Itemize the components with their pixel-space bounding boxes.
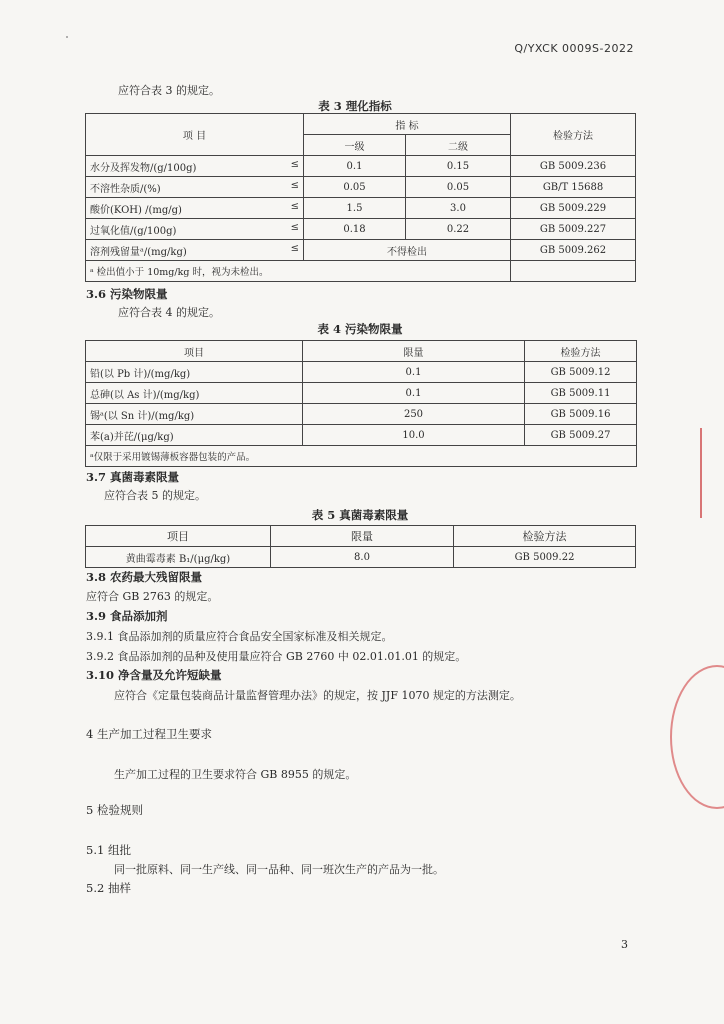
section-3-6-heading: 3.6 污染物限量 xyxy=(86,287,168,301)
table4-limit-cell: 0.1 xyxy=(303,362,525,383)
table3-grade1-cell: 0.05 xyxy=(304,177,406,198)
table3-method-cell: GB 5009.227 xyxy=(511,219,636,240)
table3-grade2-cell: 3.0 xyxy=(406,198,511,219)
section-3-8-heading: 3.8 农药最大残留限量 xyxy=(86,570,203,584)
table-row xyxy=(86,362,637,383)
table3-caption: 表 3 理化指标 xyxy=(318,99,392,113)
table-row xyxy=(86,425,637,446)
table3-item-cell: 不溶性杂质/(%) ≤ xyxy=(86,177,304,198)
table3-header-item: 项 目 xyxy=(86,114,304,156)
table4-item-cell: 锡ᵃ(以 Sn 计)/(mg/kg) xyxy=(86,404,303,425)
table3-solvent-value: 不得检出 xyxy=(304,240,511,261)
table4-caption: 表 4 污染物限量 xyxy=(317,322,403,336)
table-row xyxy=(86,547,636,568)
table4-item-cell: 铅(以 Pb 计)/(mg/kg) xyxy=(86,362,303,383)
table5-mycotoxins xyxy=(85,525,636,568)
section-3-9-heading: 3.9 食品添加剂 xyxy=(86,609,168,623)
table-row xyxy=(86,156,636,177)
seal-stamp-partial-bottom xyxy=(670,665,724,809)
table4-header-limit: 限量 xyxy=(303,341,525,362)
table5-header-method: 检验方法 xyxy=(454,526,636,547)
table4-limit-cell: 10.0 xyxy=(303,425,525,446)
section-5-heading: 5 检验规则 xyxy=(86,803,143,817)
table-row xyxy=(86,198,636,219)
table5-header-limit: 限量 xyxy=(271,526,454,547)
table3-item-cell: 水分及挥发物/(g/100g) ≤ xyxy=(86,156,304,177)
table3-item-cell: 过氧化值/(g/100g) ≤ xyxy=(86,219,304,240)
table4-contaminants xyxy=(85,340,637,467)
table4-method-cell: GB 5009.16 xyxy=(525,404,637,425)
section-4-text: 生产加工过程的卫生要求符合 GB 8955 的规定。 xyxy=(114,768,357,781)
table5-caption: 表 5 真菌毒素限量 xyxy=(311,508,409,522)
section-5-2-heading: 5.2 抽样 xyxy=(86,881,131,895)
section-3-10-text: 应符合《定量包装商品计量监督管理办法》的规定，按 JJF 1070 规定的方法测定。 xyxy=(114,689,521,702)
table3-grade1-cell: 0.18 xyxy=(304,219,406,240)
section-5-1-text: 同一批原料、同一生产线、同一品种、同一班次生产的产品为一批。 xyxy=(114,863,444,876)
section-3-6-text: 应符合表 4 的规定。 xyxy=(118,306,220,319)
table3-physicochemical xyxy=(85,113,636,282)
table3-header-index: 指 标 xyxy=(304,114,511,135)
table-row xyxy=(86,404,637,425)
section-3-7-text: 应符合表 5 的规定。 xyxy=(104,489,206,502)
table4-header-item: 项目 xyxy=(86,341,303,362)
section-3-8-text: 应符合 GB 2763 的规定。 xyxy=(86,590,219,603)
table4-header-method: 检验方法 xyxy=(525,341,637,362)
table4-method-cell: GB 5009.27 xyxy=(525,425,637,446)
table4-method-cell: GB 5009.12 xyxy=(525,362,637,383)
table-row xyxy=(86,383,637,404)
table3-grade1-cell: 1.5 xyxy=(304,198,406,219)
table3-grade2-cell: 0.15 xyxy=(406,156,511,177)
table3-grade2-cell: 0.22 xyxy=(406,219,511,240)
table3-item-cell: 溶剂残留量ᵃ/(mg/kg) ≤ xyxy=(86,240,304,261)
table5-limit-cell: 8.0 xyxy=(271,547,454,568)
table3-footnote: ᵃ 检出值小于 10mg/kg 时，视为未检出。 xyxy=(86,261,511,282)
table4-item-cell: 总砷(以 As 计)/(mg/kg) xyxy=(86,383,303,404)
table3-method-cell: GB/T 15688 xyxy=(511,177,636,198)
table4-limit-cell: 250 xyxy=(303,404,525,425)
table3-header-grade1: 一级 xyxy=(304,135,406,156)
table3-header-grade2: 二级 xyxy=(406,135,511,156)
section-5-1-heading: 5.1 组批 xyxy=(86,843,131,857)
page-number: 3 xyxy=(621,938,628,951)
table3-footnote-blank xyxy=(511,261,636,282)
table-row xyxy=(86,240,636,261)
table-row xyxy=(86,177,636,198)
table3-method-cell: GB 5009.262 xyxy=(511,240,636,261)
table3-grade2-cell: 0.05 xyxy=(406,177,511,198)
section-3-9-2-text: 3.9.2 食品添加剂的品种及使用量应符合 GB 2760 中 02.01.01.01 的规定。 xyxy=(86,650,467,663)
table5-item-cell: 黄曲霉毒素 B₁/(μg/kg) xyxy=(86,547,271,568)
table5-header-item: 项目 xyxy=(86,526,271,547)
table3-item-cell: 酸价(KOH) /(mg/g) ≤ xyxy=(86,198,304,219)
scan-speck xyxy=(66,36,68,38)
document-id: Q/YXCK 0009S-2022 xyxy=(514,42,634,55)
table-row xyxy=(86,219,636,240)
table3-header-method: 检验方法 xyxy=(511,114,636,156)
table3-method-cell: GB 5009.236 xyxy=(511,156,636,177)
table4-limit-cell: 0.1 xyxy=(303,383,525,404)
table4-item-cell: 苯(a)并芘/(μg/kg) xyxy=(86,425,303,446)
table3-intro: 应符合表 3 的规定。 xyxy=(118,84,220,97)
section-3-9-1-text: 3.9.1 食品添加剂的质量应符合食品安全国家标准及相关规定。 xyxy=(86,630,393,643)
table5-method-cell: GB 5009.22 xyxy=(454,547,636,568)
section-3-7-heading: 3.7 真菌毒素限量 xyxy=(86,470,180,484)
section-3-10-heading: 3.10 净含量及允许短缺量 xyxy=(86,668,222,682)
table3-grade1-cell: 0.1 xyxy=(304,156,406,177)
seal-stamp-partial-top xyxy=(700,428,724,518)
table4-footnote: ᵃ仅限于采用镀锡薄板容器包装的产品。 xyxy=(86,446,637,467)
table4-method-cell: GB 5009.11 xyxy=(525,383,637,404)
table3-method-cell: GB 5009.229 xyxy=(511,198,636,219)
section-4-heading: 4 生产加工过程卫生要求 xyxy=(86,727,212,741)
